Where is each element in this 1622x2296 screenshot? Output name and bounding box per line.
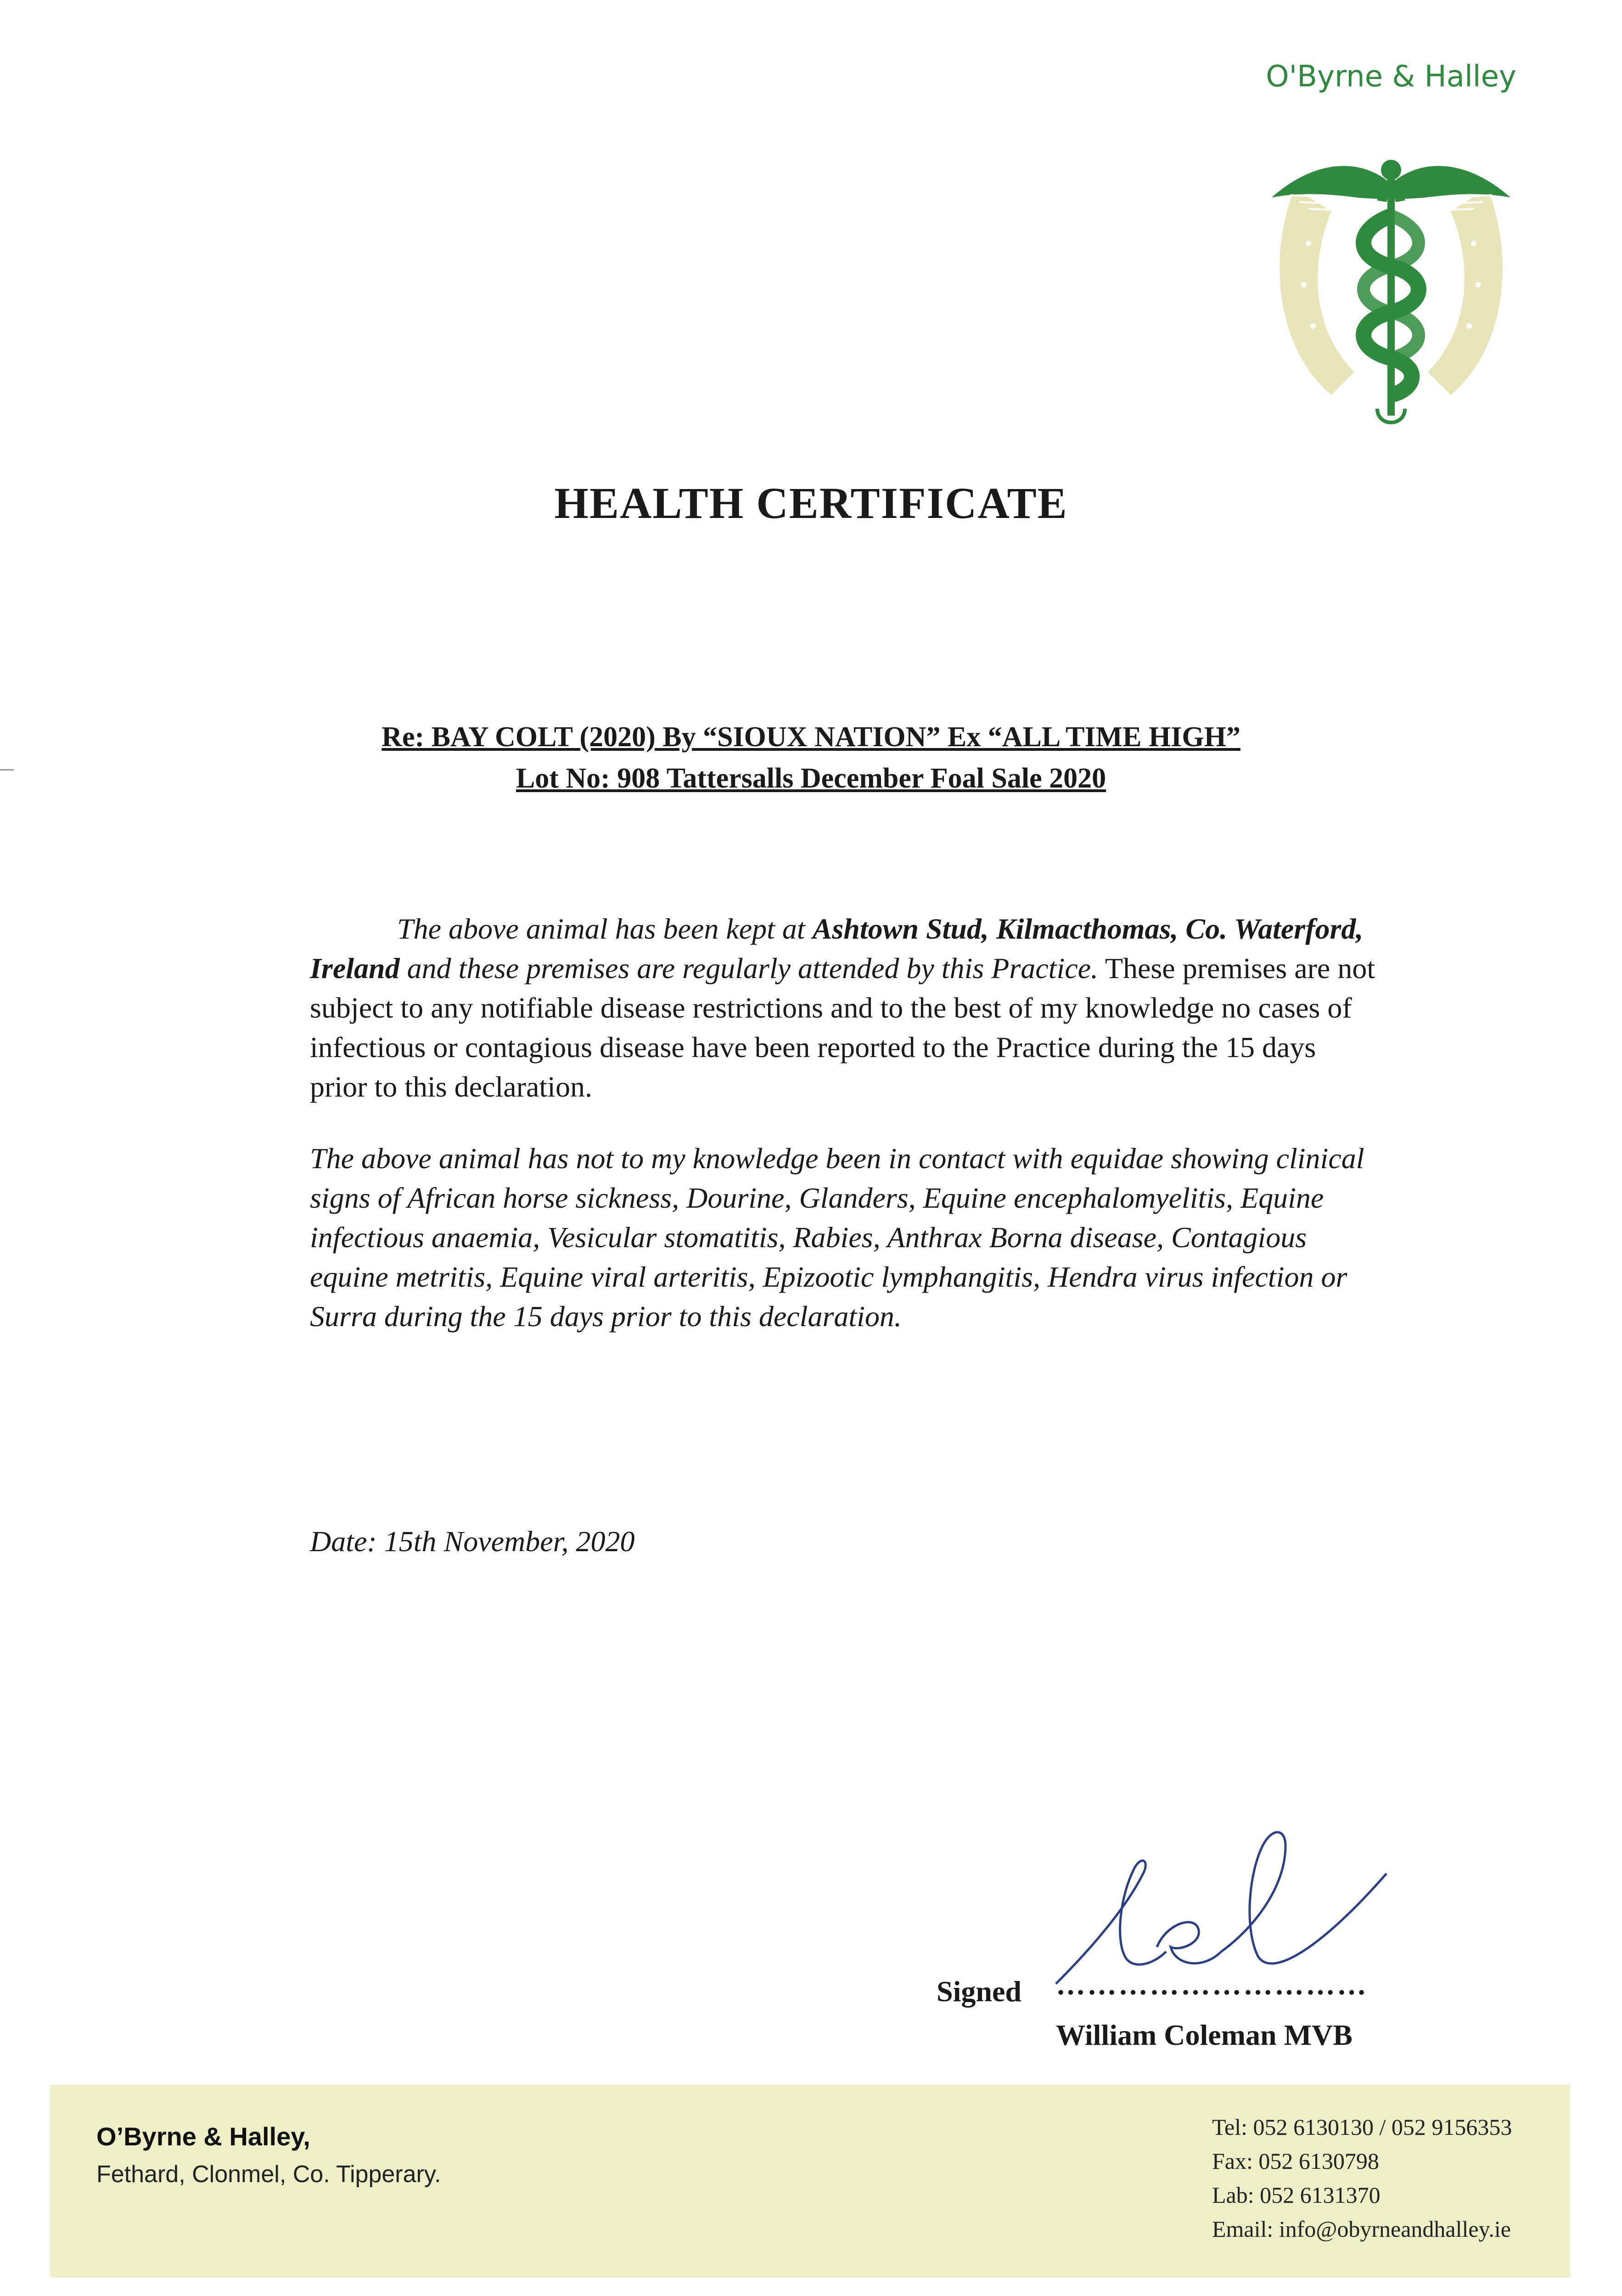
- disease-contact-paragraph: The above animal has not to my knowledge been in contact with equidae showing clinical signs of African horse sickness, Dourine, Glanders, Equine encephalomyelitis, Equine infectious anaemia, Vesicular stomatitis, Rabies, Anthrax Borna disease, Contagious equine metritis, Equine viral arteritis, Epizootic lymphangitis, Hendra virus infection or Surra during the 15 days prior to this declaration.: [310, 1142, 1364, 1333]
- signer-name: William Coleman MVB: [1056, 2019, 1353, 2051]
- handwritten-signature: [1047, 1818, 1396, 1993]
- premises-intro: The above animal has been kept at: [397, 912, 805, 945]
- logo-brand-text: O'Byrne & Halley: [1266, 60, 1516, 94]
- premises-paragraph: [310, 909, 1380, 1107]
- practice-logo: [1240, 60, 1543, 436]
- footer-tel: Tel: 052 6130130 / 052 9156353: [1212, 2114, 1512, 2140]
- footer-email: Email: info@obyrneandhalley.ie: [1212, 2216, 1511, 2242]
- signature-dotted-line: …………………………: [1056, 1968, 1368, 2001]
- premises-declaration: These premises are not subject to any notifiable disease restrictions and to the best of my knowledge no cases of infectious or contagious disease have been reported to the Practice during the 15 days prior to this declaration.: [310, 952, 1375, 1103]
- premises-location: Ashtown Stud, Kilmacthomas, Co. Waterford, Ireland: [310, 912, 1364, 985]
- document-title: HEALTH CERTIFICATE: [554, 478, 1068, 528]
- caduceus-horseshoe-icon: [1240, 92, 1543, 436]
- footer-company-name: O’Byrne & Halley,: [96, 2122, 310, 2151]
- footer-fax: Fax: 052 6130798: [1212, 2148, 1379, 2174]
- footer-lab: Lab: 052 6131370: [1212, 2182, 1381, 2208]
- letterhead-footer: [51, 2085, 1570, 2278]
- footer-address: Fethard, Clonmel, Co. Tipperary.: [96, 2161, 441, 2188]
- signed-label: Signed: [937, 1975, 1021, 2008]
- re-line-horse: Re: BAY COLT (2020) By “SIOUX NATION” Ex “ALL TIME HIGH”: [382, 721, 1240, 753]
- footer-contact-block: [1212, 2110, 1512, 2246]
- re-line-lot: Lot No: 908 Tattersalls December Foal Sale 2020: [516, 763, 1106, 794]
- certificate-date: Date: 15th November, 2020: [310, 1525, 635, 1558]
- premises-attended: and these premises are regularly attended by this Practice.: [407, 952, 1099, 985]
